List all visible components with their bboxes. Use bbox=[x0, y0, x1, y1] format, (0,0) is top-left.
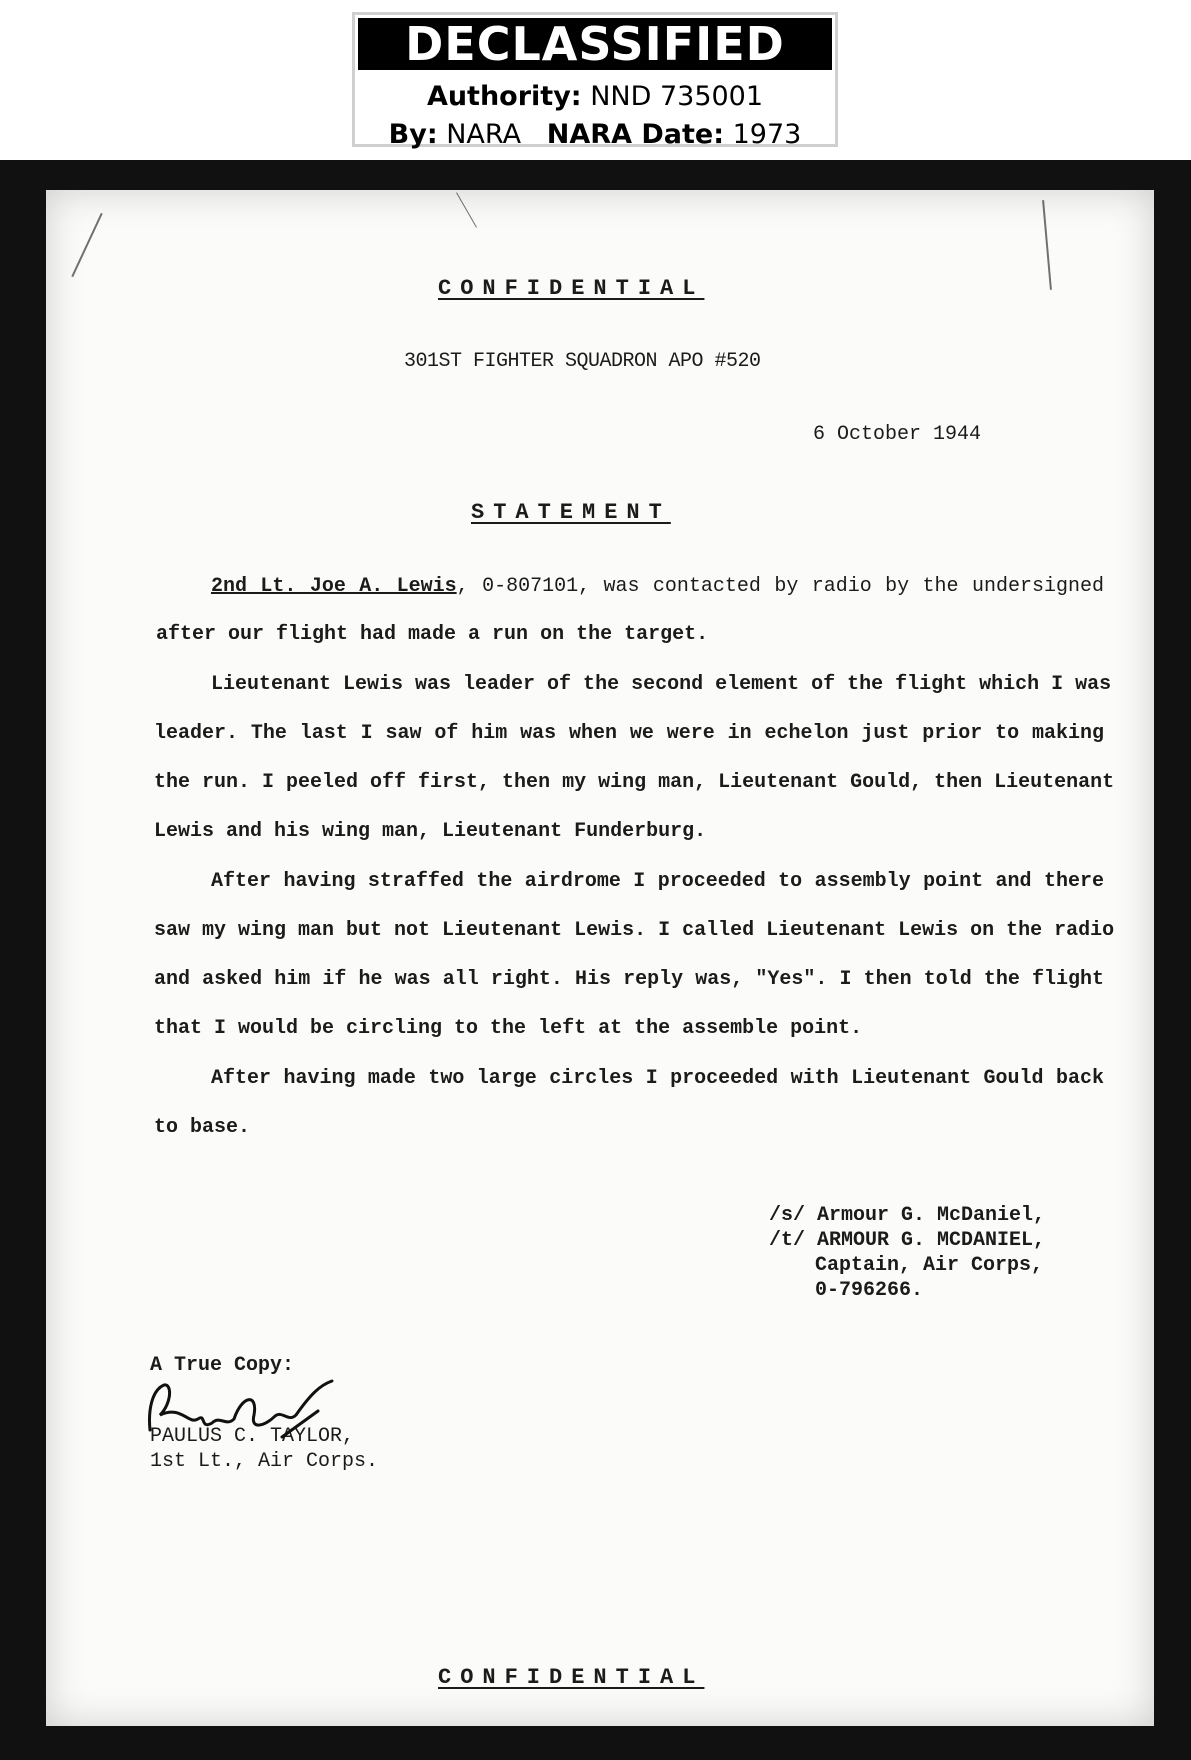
paragraph-2-line-4: Lewis and his wing man, Lieutenant Funderburg. bbox=[154, 820, 707, 843]
stamp-authority-line bbox=[355, 81, 835, 112]
signature-line-1: /s/ Armour G. McDaniel, bbox=[769, 1204, 1046, 1227]
scan-frame bbox=[0, 160, 1191, 1760]
stamp-title: DECLASSIFIED bbox=[358, 18, 832, 70]
paragraph-2-line-3: the run. I peeled off first, then my wing man, Lieutenant Gould, then Lieutenant bbox=[154, 771, 1115, 794]
stamp-authority-label: Authority: bbox=[426, 81, 582, 112]
paragraph-4-line-2: to base. bbox=[154, 1116, 251, 1139]
true-copy-label: A True Copy: bbox=[150, 1354, 295, 1377]
scan-scratch bbox=[1042, 200, 1052, 290]
stamp-by-value: NARA bbox=[446, 119, 522, 150]
stamp-by-label: By: bbox=[388, 119, 438, 150]
stamp-authority-value: NND 735001 bbox=[590, 81, 764, 112]
document-page bbox=[46, 190, 1154, 1726]
paragraph-4-line-1: After having made two large circles I proceeded with Lieutenant Gould back bbox=[211, 1067, 1104, 1090]
handwritten-signature bbox=[142, 1375, 342, 1445]
signature-line-3: Captain, Air Corps, bbox=[815, 1254, 1044, 1277]
stamp-by-line bbox=[355, 119, 835, 150]
paragraph-2-line-1: Lieutenant Lewis was leader of the second element of the flight which I was bbox=[211, 673, 1112, 696]
classification-top: CONFIDENTIAL bbox=[438, 276, 705, 301]
paragraph-3-line-3: and asked him if he was all right. His reply was, "Yes". I then told the flight bbox=[154, 968, 1104, 991]
paragraph-1-line-1 bbox=[211, 575, 1104, 598]
paragraph-1-line-1-text: , 0-807101, was contacted by radio by the undersigned bbox=[456, 575, 1104, 598]
scan-scratch bbox=[71, 213, 102, 277]
paragraph-2-line-2: leader. The last I saw of him was when we were in echelon just prior to making bbox=[154, 722, 1104, 745]
signature-block bbox=[769, 1203, 1045, 1303]
true-copy-name: PAULUS C. TAYLOR, bbox=[150, 1425, 355, 1448]
stamp-date-label: NARA Date: bbox=[546, 119, 725, 150]
paragraph-3-line-2: saw my wing man but not Lieutenant Lewis. I called Lieutenant Lewis on the radio bbox=[154, 919, 1115, 942]
document-date: 6 October 1944 bbox=[813, 423, 982, 446]
paragraph-3-line-1: After having straffed the airdrome I proceeded to assembly point and there bbox=[211, 870, 1104, 893]
signature-line-4: 0-796266. bbox=[815, 1279, 924, 1302]
stamp-date-value: 1973 bbox=[732, 119, 802, 150]
subject-name: 2nd Lt. Joe A. Lewis bbox=[211, 575, 457, 598]
paragraph-1-line-2: after our flight had made a run on the target. bbox=[156, 623, 709, 646]
true-copy-rank: 1st Lt., Air Corps. bbox=[150, 1450, 379, 1473]
classification-bottom: CONFIDENTIAL bbox=[438, 1665, 705, 1690]
unit-line: 301ST FIGHTER SQUADRON APO #520 bbox=[404, 350, 761, 373]
paragraph-3-line-4: that I would be circling to the left at the assemble point. bbox=[154, 1017, 863, 1040]
statement-heading: STATEMENT bbox=[471, 500, 671, 525]
scan-scratch bbox=[456, 192, 477, 227]
signature-line-2: /t/ ARMOUR G. MCDANIEL, bbox=[769, 1229, 1046, 1252]
declassified-stamp bbox=[352, 12, 838, 150]
